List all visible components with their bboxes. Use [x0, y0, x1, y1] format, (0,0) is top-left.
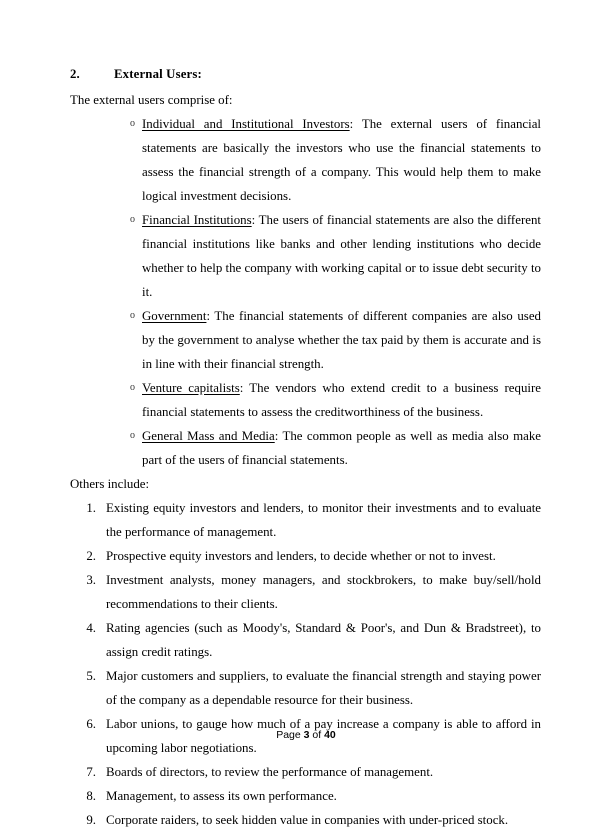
intro-paragraph: The external users comprise of:: [70, 93, 233, 107]
list-item-headword: Individual and Institutional Investors: [142, 117, 350, 131]
list-item-text: : The financial statements of different companies are also used by the government to analyse whether the tax paid by them is accurate and is in line with their financial strength.: [142, 309, 541, 371]
list-item-number: 2.: [86, 549, 96, 563]
footer-total-pages: 40: [324, 729, 336, 741]
footer-current-page: 3: [303, 729, 310, 741]
external-users-bullet-list: [70, 112, 541, 472]
list-item: [70, 760, 541, 784]
list-item: [70, 424, 541, 472]
list-item: [70, 304, 541, 376]
list-item: [70, 496, 541, 544]
list-item-number: 6.: [86, 717, 96, 731]
list-item-text: Rating agencies (such as Moody's, Standard & Poor's, and Dun & Bradstreet), to assign credit ratings.: [106, 621, 541, 659]
list-item-text: : The external users of financial statements are basically the investors who use the financial statements to assess the financial strength of a company. This would help them to make logical investment decisions.: [142, 117, 541, 203]
list-item-headword: Government: [142, 309, 207, 323]
list-item-text: Prospective equity investors and lenders, to decide whether or not to invest.: [106, 549, 496, 563]
page-footer: [0, 728, 612, 742]
list-item: [70, 112, 541, 208]
circle-bullet-icon: o: [130, 118, 135, 129]
list-item: [70, 376, 541, 424]
section-heading: [70, 62, 541, 86]
list-item-text: : The users of financial statements are also the different financial institutions like banks and other lending institutions who decide whether to help the company with working capital or to issue debt security to it.: [142, 213, 541, 299]
list-item-number: 3.: [86, 573, 96, 587]
list-item-number: 8.: [86, 789, 96, 803]
section-heading-number: 2.: [70, 67, 80, 81]
list-item-headword: Venture capitalists: [142, 381, 240, 395]
list-item-text: Investment analysts, money managers, and stockbrokers, to make buy/sell/hold recommendations to their clients.: [106, 573, 541, 611]
circle-bullet-icon: o: [130, 214, 135, 225]
list-item: [70, 784, 541, 808]
others-include-label: Others include:: [70, 477, 150, 491]
list-item-number: 1.: [86, 501, 96, 515]
circle-bullet-icon: o: [130, 310, 135, 321]
section-heading-title: External Users:: [114, 67, 202, 81]
page-content: [70, 62, 541, 832]
list-item-text: Labor unions, to gauge how much of a pay increase a company is able to afford in upcoming labor negotiations.: [106, 717, 541, 755]
circle-bullet-icon: o: [130, 382, 135, 393]
circle-bullet-icon: o: [130, 430, 135, 441]
footer-separator: of: [309, 729, 325, 741]
list-item-headword: General Mass and Media: [142, 429, 275, 443]
list-item-text: Corporate raiders, to seek hidden value in companies with under-priced stock.: [106, 813, 509, 827]
list-item: [70, 208, 541, 304]
list-item-number: 4.: [86, 621, 96, 635]
list-item-number: 5.: [86, 669, 96, 683]
footer-prefix: Page: [276, 729, 304, 741]
list-item: [70, 568, 541, 616]
list-item-headword: Financial Institutions: [142, 213, 252, 227]
list-item-text: Boards of directors, to review the performance of management.: [106, 765, 434, 779]
list-item-text: Management, to assess its own performance.: [106, 789, 337, 803]
list-item-text: : The common people as well as media also make part of the users of financial statements.: [142, 429, 541, 467]
list-item: [70, 616, 541, 664]
list-item-text: Existing equity investors and lenders, to monitor their investments and to evaluate the performance of management.: [106, 501, 541, 539]
list-item: [70, 544, 541, 568]
list-item-number: 7.: [86, 765, 96, 779]
list-item-text: : The vendors who extend credit to a business require financial statements to assess the creditworthiness of the business.: [142, 381, 541, 419]
list-item: [70, 664, 541, 712]
list-item: [70, 808, 541, 832]
list-item-number: 9.: [86, 813, 96, 827]
others-numbered-list: [70, 496, 541, 832]
list-item-text: Major customers and suppliers, to evaluate the financial strength and staying power of the company as a dependable resource for their business.: [106, 669, 541, 707]
